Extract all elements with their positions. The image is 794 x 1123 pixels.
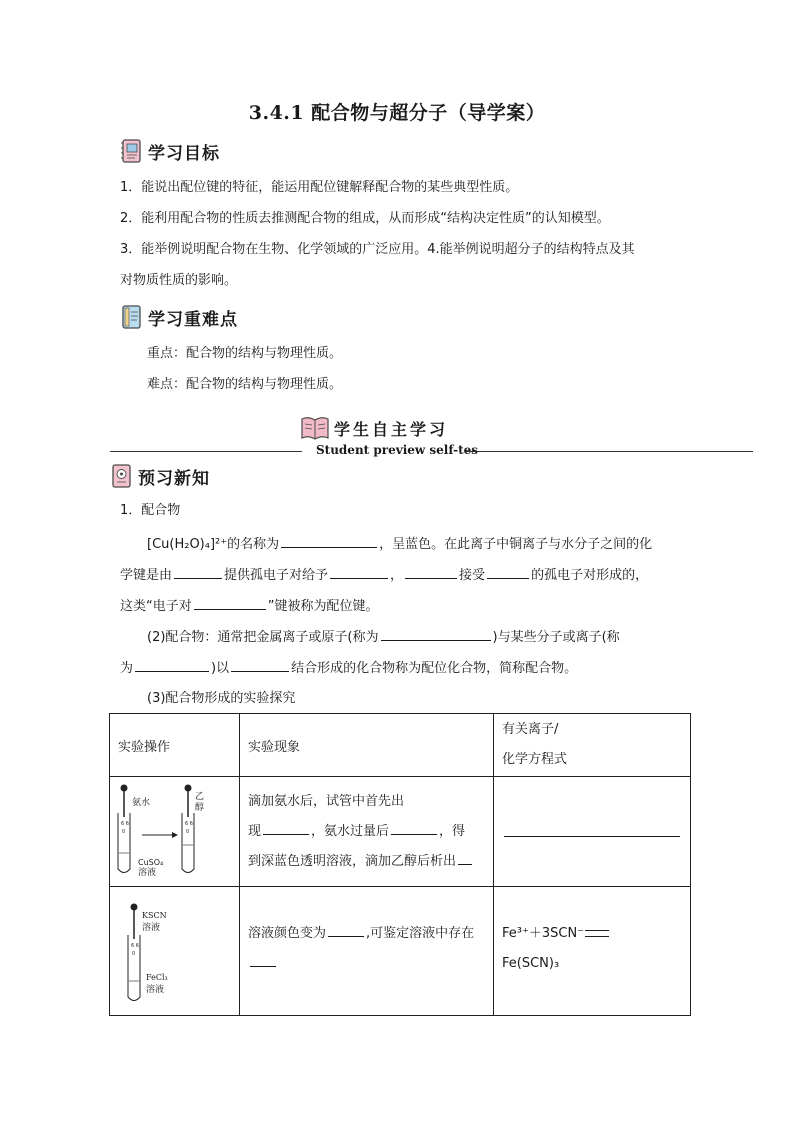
- text-fragment: 接受: [459, 568, 486, 583]
- svg-text:0: 0: [132, 951, 136, 957]
- preview-heading: [110, 463, 210, 489]
- phenomenon-cell: [240, 887, 494, 1016]
- fecl3-label: FeCl₃: [146, 973, 168, 982]
- objective-1: 1．能说出配位键的特征，能运用配位键解释配合物的某些典型性质。: [120, 180, 519, 195]
- notebook-icon: [120, 138, 142, 164]
- answer-blank[interactable]: [194, 595, 266, 610]
- phenomenon-line: 滴加氨水后，试管中首先出: [248, 793, 405, 809]
- cuso4-label: CuSO₄: [138, 858, 164, 867]
- answer-blank[interactable]: [231, 657, 289, 672]
- svg-text:6 6: 6 6: [121, 821, 129, 827]
- answer-blank[interactable]: [263, 820, 309, 835]
- equation-reactants: Fe³⁺＋3SCN⁻: [502, 926, 585, 941]
- solution-label: 溶液: [138, 868, 157, 878]
- answer-blank[interactable]: [174, 564, 222, 579]
- fecl3-solution-label: 溶液: [146, 985, 165, 995]
- paragraph-line-4: [147, 626, 620, 648]
- paragraph-line-5: [120, 657, 577, 679]
- complex-formula: [Cu(H₂O)₄]²⁺: [147, 537, 228, 552]
- objective-3: 3．能举例说明配合物在生物、化学领域的广泛应用。4.能举例说明超分子的结构特点及其: [120, 242, 635, 257]
- header-line: 有关离子/: [502, 722, 559, 737]
- answer-blank[interactable]: [250, 952, 276, 967]
- ammonia-label: 氨水: [132, 798, 151, 808]
- answer-blank[interactable]: [504, 822, 680, 837]
- kscn-solution-label: 溶液: [142, 923, 161, 933]
- phenomenon-cell: [240, 777, 494, 887]
- phenomenon-line: [248, 949, 485, 979]
- answer-blank[interactable]: [381, 626, 491, 641]
- kscn-label: KSCN: [142, 911, 167, 920]
- table-header-row: [110, 714, 691, 777]
- text-fragment: 为: [120, 661, 134, 676]
- header-cell: [494, 714, 691, 777]
- text-fragment: ,可鉴定溶液中存在: [366, 926, 475, 941]
- banner-label: 学生自主学习: [334, 419, 449, 439]
- text-fragment: 到深蓝色透明溶液，滴加乙醇后析出: [248, 853, 457, 869]
- operation-cell: [110, 777, 240, 887]
- header-cell: 实验现象: [240, 714, 494, 777]
- focus-point: 重点：配合物的结构与物理性质。: [147, 346, 343, 361]
- difficulty-point: 难点：配合物的结构与物理性质。: [147, 377, 343, 392]
- open-book-icon: [300, 414, 330, 442]
- equals-sign: [585, 930, 609, 937]
- preview-heading-label: 预习新知: [138, 468, 210, 489]
- text-fragment: 的孤电子对形成的，: [531, 568, 649, 583]
- header-line: 化学方程式: [502, 752, 568, 767]
- ethanol-label-2: 醇: [195, 803, 205, 813]
- svg-text:0: 0: [186, 829, 190, 835]
- text-fragment: ，氨水过量后: [311, 823, 390, 839]
- table-row: [110, 777, 691, 887]
- text-fragment: 的名称为: [227, 537, 280, 552]
- text-fragment: ，呈蓝色。在此离子中铜离子与水分子之间的化: [379, 537, 653, 552]
- text-fragment: ，得: [439, 823, 466, 839]
- text-fragment: )以: [211, 661, 230, 676]
- answer-blank[interactable]: [405, 564, 457, 579]
- equation-line: [502, 919, 682, 949]
- paragraph-line-3: [120, 595, 379, 617]
- answer-blank[interactable]: [458, 850, 472, 865]
- svg-text:6 6: 6 6: [185, 821, 193, 827]
- notebook-icon: [120, 304, 142, 330]
- ethanol-label-1: 乙: [195, 792, 205, 802]
- text-fragment: ，: [390, 568, 404, 583]
- answer-blank[interactable]: [328, 922, 364, 937]
- answer-blank[interactable]: [330, 564, 388, 579]
- objective-3-cont: 对物质性质的影响。: [120, 273, 238, 288]
- answer-blank[interactable]: [135, 657, 209, 672]
- text-fragment: 溶液颜色变为: [248, 926, 327, 941]
- text-fragment: )与某些分子或离子(称: [492, 630, 620, 645]
- phenomenon-line: [248, 847, 485, 877]
- svg-text:0: 0: [122, 829, 126, 835]
- key-points-heading-label: 学习重难点: [148, 309, 238, 330]
- operation-cell: [110, 887, 240, 1016]
- paragraph-line-2: [120, 564, 648, 586]
- equation-cell: [494, 887, 691, 1016]
- header-cell: 实验操作: [110, 714, 240, 777]
- equation-cell: [494, 777, 691, 887]
- text-fragment: 现: [248, 823, 262, 839]
- text-fragment: ”键被称为配位键。: [267, 599, 379, 614]
- text-fragment: (2)配合物：通常把金属离子或原子(称为: [147, 630, 379, 645]
- test-tube-diagram-ammonia: [110, 777, 238, 882]
- key-points-heading: [120, 304, 238, 330]
- objectives-heading-label: 学习目标: [148, 143, 220, 164]
- equation-product: Fe(SCN)₃: [502, 956, 560, 971]
- page-title: 3.4.1 配合物与超分子（导学案）: [248, 102, 546, 124]
- banner-subtitle: Student preview self-tes: [315, 443, 479, 457]
- section-1-label: 1．配合物: [120, 503, 181, 518]
- answer-blank[interactable]: [391, 820, 437, 835]
- notebook-icon: [110, 463, 132, 489]
- phenomenon-line: [248, 919, 485, 949]
- svg-text:6 6: 6 6: [131, 943, 139, 949]
- objectives-heading: [120, 138, 220, 164]
- experiment-table: [109, 713, 691, 1016]
- text-fragment: 提供孤电子对给予: [224, 568, 329, 583]
- paragraph-line-6: (3)配合物形成的实验探究: [147, 691, 296, 706]
- test-tube-diagram-kscn: [110, 887, 238, 1011]
- answer-blank[interactable]: [281, 533, 377, 548]
- paragraph-line-1: [147, 533, 652, 555]
- objective-2: 2．能利用配合物的性质去推测配合物的组成，从而形成“结构决定性质”的认知模型。: [120, 211, 610, 226]
- text-fragment: 学键是由: [120, 568, 173, 583]
- self-study-banner: [300, 414, 448, 442]
- answer-blank[interactable]: [487, 564, 529, 579]
- text-fragment: 这类“电子对: [120, 599, 192, 614]
- text-fragment: 结合形成的化合物称为配位化合物，简称配合物。: [291, 661, 578, 676]
- phenomenon-line: [248, 817, 485, 847]
- table-row: [110, 887, 691, 1016]
